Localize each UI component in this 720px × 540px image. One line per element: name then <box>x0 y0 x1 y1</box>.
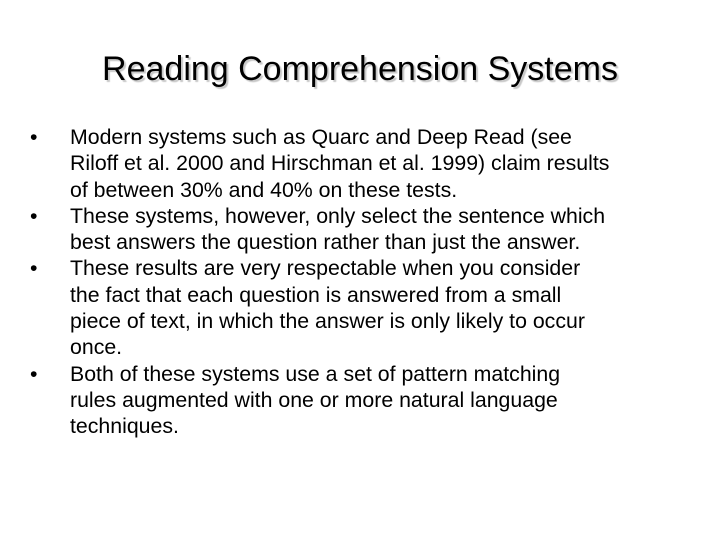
bullet-item <box>26 361 696 440</box>
bullet-line: once. <box>70 335 123 360</box>
bullet-line: best answers the question rather than just the answer. <box>70 230 581 255</box>
bullet-item <box>26 203 696 256</box>
bullet-item <box>26 255 696 360</box>
bullet-icon: • <box>30 203 38 228</box>
bullet-line: Modern systems such as Quarc and Deep Read (see <box>70 125 572 149</box>
bullet-line: Riloff et al. 2000 and Hirschman et al. 1999) claim results <box>70 151 610 176</box>
bullet-line: These systems, however, only select the sentence which <box>70 203 606 228</box>
bullet-line: the fact that each question is answered from a small <box>70 282 562 307</box>
bullet-line: piece of text, in which the answer is only likely to occur <box>70 309 585 334</box>
bullet-list <box>26 124 696 440</box>
bullet-icon: • <box>30 125 38 149</box>
slide-title: Reading Comprehension Systems <box>102 50 618 88</box>
bullet-line: These results are very respectable when you consider <box>70 256 581 281</box>
bullet-line: rules augmented with one or more natural language <box>70 387 558 412</box>
bullet-icon: • <box>30 256 38 281</box>
bullet-line: Both of these systems use a set of pattern matching <box>70 361 561 386</box>
bullet-line: of between 30% and 40% on these tests. <box>70 177 458 202</box>
bullet-line: techniques. <box>70 414 179 439</box>
bullet-icon: • <box>30 361 38 386</box>
bullet-item <box>26 124 696 203</box>
